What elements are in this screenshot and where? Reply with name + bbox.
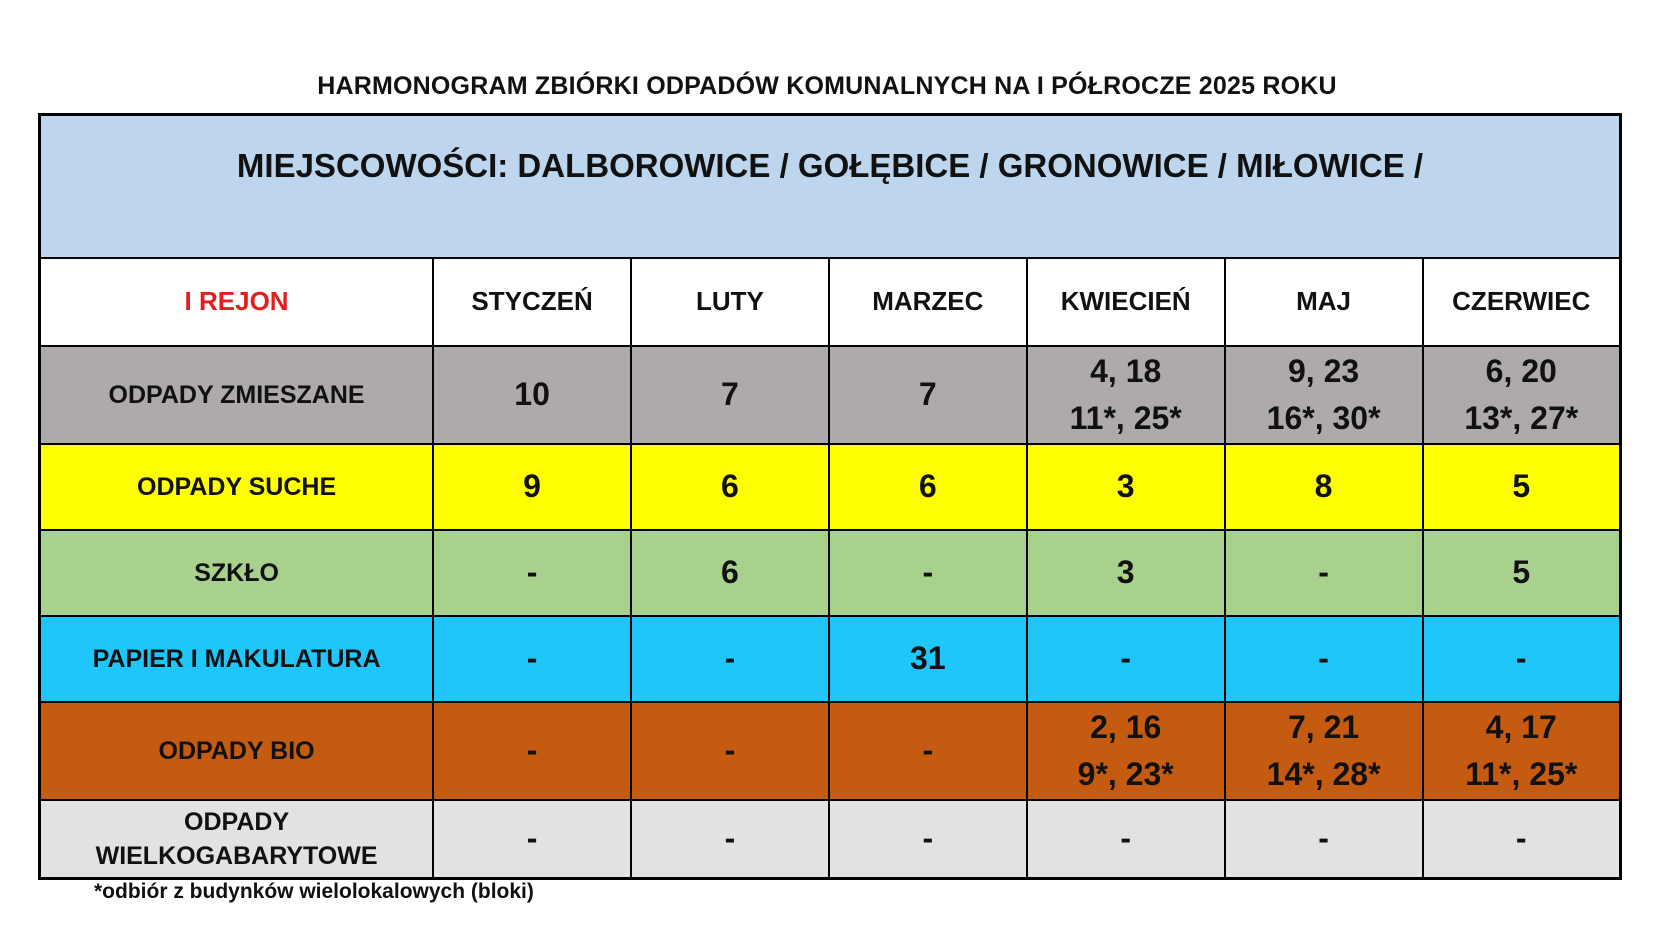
month-header: CZERWIEC — [1423, 258, 1621, 346]
schedule-cell: 3 — [1027, 444, 1225, 530]
row-odpady-zmieszane — [40, 346, 1621, 444]
schedule-cell: - — [433, 616, 631, 702]
schedule-cell: - — [631, 702, 829, 800]
row-szklo — [40, 530, 1621, 616]
schedule-cell: 9, 23 16*, 30* — [1225, 346, 1423, 444]
month-header-row — [40, 258, 1621, 346]
collection-schedule-table — [38, 113, 1622, 880]
schedule-cell: 4, 17 11*, 25* — [1423, 702, 1621, 800]
schedule-cell: 5 — [1423, 444, 1621, 530]
row-label: ODPADY SUCHE — [40, 444, 434, 530]
schedule-cell: 31 — [829, 616, 1027, 702]
schedule-cell: - — [1027, 800, 1225, 879]
schedule-cell: - — [433, 800, 631, 879]
row-label: ODPADY WIELKOGABARYTOWE — [40, 800, 434, 879]
schedule-cell: - — [433, 530, 631, 616]
schedule-cell: - — [433, 702, 631, 800]
schedule-cell: 8 — [1225, 444, 1423, 530]
schedule-cell: 10 — [433, 346, 631, 444]
month-header: STYCZEŃ — [433, 258, 631, 346]
schedule-cell: 7 — [631, 346, 829, 444]
schedule-cell: 6 — [829, 444, 1027, 530]
document-title: HARMONOGRAM ZBIÓRKI ODPADÓW KOMUNALNYCH NA I PÓŁROCZE 2025 ROKU — [317, 72, 1337, 100]
row-odpady-wielkogabarytowe — [40, 800, 1621, 879]
row-label: ODPADY ZMIESZANE — [40, 346, 434, 444]
localities-header: MIEJSCOWOŚCI: DALBOROWICE / GOŁĘBICE / GRONOWICE / MIŁOWICE / — [40, 115, 1621, 258]
schedule-cell: - — [829, 530, 1027, 616]
schedule-cell: 7, 21 14*, 28* — [1225, 702, 1423, 800]
schedule-cell: 2, 16 9*, 23* — [1027, 702, 1225, 800]
schedule-cell: - — [1225, 800, 1423, 879]
schedule-cell: - — [631, 800, 829, 879]
footnote: *odbiór z budynków wielolokalowych (bloki) — [94, 880, 534, 903]
schedule-cell: - — [1225, 616, 1423, 702]
schedule-cell: 6, 20 13*, 27* — [1423, 346, 1621, 444]
localities-header-row — [40, 115, 1621, 258]
schedule-cell: 9 — [433, 444, 631, 530]
schedule-cell: 6 — [631, 530, 829, 616]
schedule-cell: 5 — [1423, 530, 1621, 616]
region-label: I REJON — [40, 258, 434, 346]
month-header: KWIECIEŃ — [1027, 258, 1225, 346]
schedule-cell: - — [1423, 616, 1621, 702]
schedule-cell: - — [1423, 800, 1621, 879]
month-header: MARZEC — [829, 258, 1027, 346]
month-header: LUTY — [631, 258, 829, 346]
schedule-cell: - — [631, 616, 829, 702]
schedule-cell: 6 — [631, 444, 829, 530]
schedule-cell: - — [829, 800, 1027, 879]
row-papier-i-makulatura — [40, 616, 1621, 702]
row-label: SZKŁO — [40, 530, 434, 616]
schedule-cell: 3 — [1027, 530, 1225, 616]
row-odpady-bio — [40, 702, 1621, 800]
month-header: MAJ — [1225, 258, 1423, 346]
row-odpady-suche — [40, 444, 1621, 530]
schedule-cell: - — [1225, 530, 1423, 616]
schedule-cell: - — [829, 702, 1027, 800]
schedule-cell: 4, 18 11*, 25* — [1027, 346, 1225, 444]
schedule-cell: - — [1027, 616, 1225, 702]
row-label: ODPADY BIO — [40, 702, 434, 800]
row-label: PAPIER I MAKULATURA — [40, 616, 434, 702]
schedule-cell: 7 — [829, 346, 1027, 444]
